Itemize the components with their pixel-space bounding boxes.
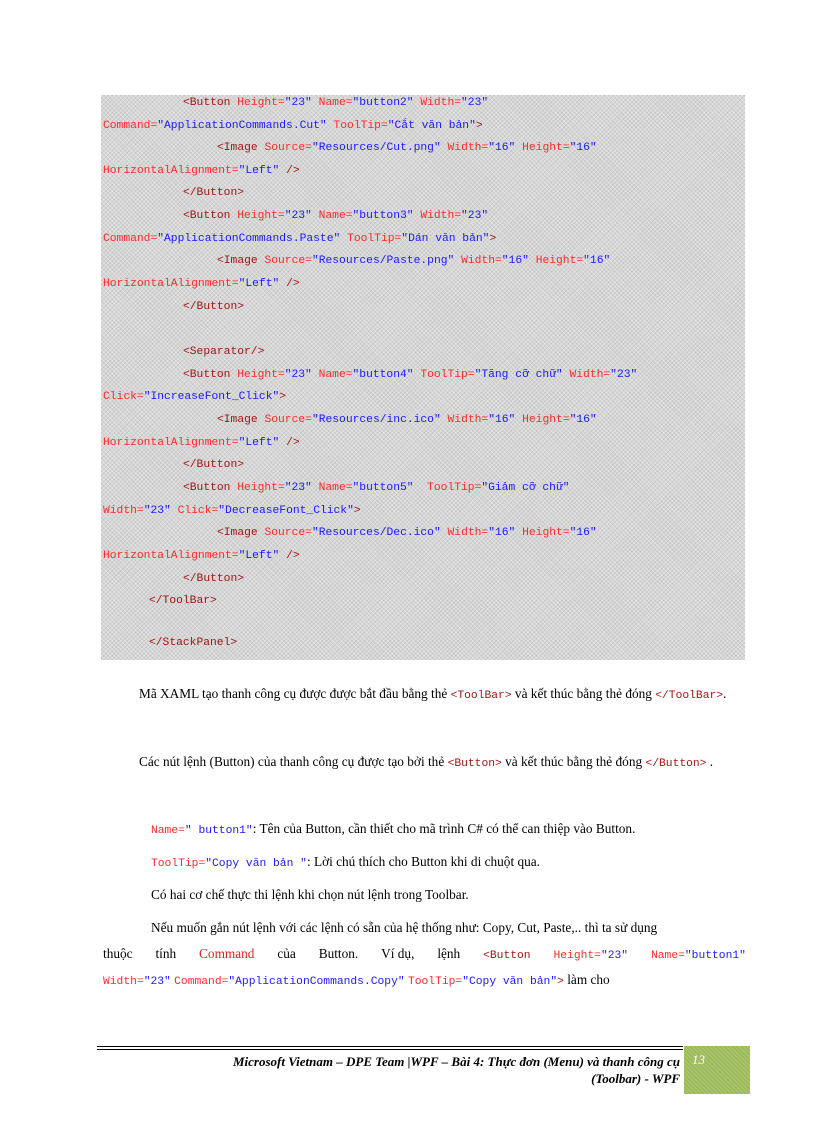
paragraph-tooltip-attr: ToolTip="Copy văn bản ": Lời chú thích cho Button khi di chuột qua. [151, 854, 540, 870]
code-line: Width="23" Click="DecreaseFont_Click"> [103, 505, 361, 517]
page-number-box [684, 1046, 750, 1094]
code-line: Command="ApplicationCommands.Cut" ToolTip="Cắt văn bản"> [103, 120, 483, 132]
code-line: </ToolBar> [149, 595, 217, 607]
xaml-code-block [101, 95, 745, 660]
code-line: <Image Source="Resources/Cut.png" Width="16" Height="16" [217, 142, 597, 154]
code-line: <Button Height="23" Name="button2" Width="23" [183, 97, 489, 109]
paragraph-command-line3: Width="23" Command="ApplicationCommands.Copy" ToolTip="Copy văn bản"> làm cho [103, 972, 610, 988]
footer-title: Microsoft Vietnam – DPE Team |WPF – Bài 4: Thực đơn (Menu) và thanh công cụ (Toolbar) - WPF [232, 1054, 680, 1086]
code-line: </Button> [183, 301, 245, 313]
paragraph-toolbar-tag: Mã XAML tạo thanh công cụ được được bắt đầu bằng thẻ <ToolBar> và kết thúc bằng thẻ đóng </ToolBar>. [139, 686, 727, 702]
paragraph-button-tag: Các nút lệnh (Button) của thanh công cụ được tạo bởi thẻ <Button> và kết thúc bằng thẻ đóng </Button> . [139, 754, 714, 770]
code-line: <Button Height="23" Name="button3" Width="23" [183, 210, 489, 222]
code-line: Click="IncreaseFont_Click"> [103, 391, 287, 403]
paragraph-name-attr: Name=" button1": Tên của Button, cần thiết cho mã trình C# có thể can thiệp vào Button. [151, 821, 636, 837]
code-line: <Separator/> [183, 346, 265, 358]
code-line: HorizontalAlignment="Left" /> [103, 437, 300, 449]
code-line: </StackPanel> [149, 637, 238, 649]
code-line: HorizontalAlignment="Left" /> [103, 550, 300, 562]
paragraph-mechanisms: Có hai cơ chế thực thi lệnh khi chọn nút lệnh trong Toolbar. [151, 887, 469, 902]
paragraph-command-line1: Nếu muốn gắn nút lệnh với các lệnh có sẵn của hệ thống như: Copy, Cut, Paste,.. thì ta sử dụng [151, 920, 658, 935]
code-line: </Button> [183, 187, 245, 199]
code-line: HorizontalAlignment="Left" /> [103, 278, 300, 290]
code-line: Command="ApplicationCommands.Paste" ToolTip="Dán văn bản"> [103, 233, 497, 245]
code-line: <Image Source="Resources/inc.ico" Width="16" Height="16" [217, 414, 597, 426]
paragraph-command-line2: thuộc tính Command của Button. Ví dụ, lệnh <Button Height="23" Name="button1" [103, 946, 746, 962]
code-line: <Button Height="23" Name="button5" ToolTip="Giảm cỡ chữ" [183, 482, 570, 494]
code-line: <Button Height="23" Name="button4" ToolTip="Tăng cỡ chữ" Width="23" [183, 369, 638, 381]
footer-rule [97, 1049, 683, 1050]
code-line: <Image Source="Resources/Paste.png" Width="16" Height="16" [217, 255, 611, 267]
code-line: <Image Source="Resources/Dec.ico" Width="16" Height="16" [217, 527, 597, 539]
page-number: 13 [692, 1052, 705, 1067]
code-line: </Button> [183, 573, 245, 585]
code-line: </Button> [183, 459, 245, 471]
command-keyword: Command [199, 946, 255, 961]
code-line: HorizontalAlignment="Left" /> [103, 165, 300, 177]
footer-rule [97, 1046, 683, 1047]
